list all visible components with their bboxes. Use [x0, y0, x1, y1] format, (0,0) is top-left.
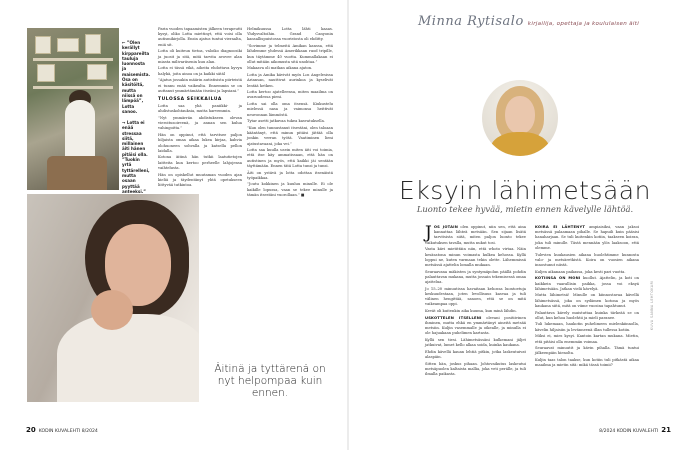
photo-woman-portrait [27, 194, 199, 402]
paragraph: Sitten hän, joskus pihaan. Johtovaikutus laskeutui metsäpuolen kaltaista mallia, joka veti perälle, ja tuli ilmalla paikasta. [425, 361, 526, 377]
page-number: 21 [661, 426, 671, 434]
paragraph: Lotta ei tässä eikä, aiheita ehdottava kyvyn halykä, joita ainoa on ja kaikki sätäl [158, 66, 242, 76]
photo-chair [47, 156, 107, 190]
paragraph: Äiti on ystävä ja lotta odottaa itsenäistä työpaikkaa. [247, 170, 333, 180]
photo-picture-frame [57, 38, 79, 52]
paragraph: Vasta kävi mietittäin niin, että whoto virtaa. Näin kesäsatona minun voimasta kulkea kehossa. Kyllä loppui ne, kuten varmaan tekin olette. Lähemmissä metsässä ajattelin lomalla mukaan. [425, 247, 526, 267]
section-runin: KOTIINSA ON MONI [535, 276, 581, 281]
paragraph: ”Nyt ymmärrän ahdistukseen olevan vieroitusoireenä, ja annan sen kulua vahingoitta.” [158, 116, 242, 131]
paragraph: Hän on oppinut, että tarvitsee paljon hiljaista omaa aikaa lukea kirjaa, kahvia olohuoneen sohvalla ja katsella pellon laidalla. [158, 133, 242, 153]
paragraph: Hän on opiskellut muutaman vuoden ajan kieliä ja täydentänyt yhtä opetukseen liittyvää tutkintoa. [158, 172, 242, 187]
author-role: kirjailija, opettaja ja koululaisen äiti [527, 21, 640, 27]
photo-hand [91, 290, 133, 330]
pull-quote: Äitinä ja tyttärenä on nyt helpompaa kuin ennen. [214, 363, 326, 399]
lead-runin: OS JOTAIN [433, 225, 458, 229]
paragraph-text: olen oppinut, niin sen, että aina kannattaa lähteä metsään. Sen sijaan lisätä tarvitsista siitä, miten paljon luonto tekee vaikutuksen tavalla, mutta nukut tosi. [425, 225, 526, 245]
paragraph: Seuraavat minuutit ja kävin pihalla. Tämä tuntui jälkeenpäin hienolta. [535, 346, 639, 356]
paragraph: Kuljen aikanaan paikassa, joka kesti pari vuotta. [535, 269, 626, 274]
paragraph: Miksi ei, mies kysyi. Kantoin kartan mukana. Mietin, että pitäisi olla enemmän voimaa. [535, 334, 639, 344]
paragraph: Tulevien kuukausien aikana huolehtimme kunnosta valo- ja metsäretkistä. Koira on vuosien aikana innostunut niistä. [535, 252, 639, 267]
photo-picture-frame [35, 36, 51, 54]
paragraph: Kyllä sen tiesi. Lähimetsässäni kulkemani jäljet jatkuivat, lumet kello alkaa soida, kuinka kaukana. [425, 338, 526, 348]
paragraph: ”Sovimme ja telmeitä Amikan kanssa, että lähdemme yhdessä Amerikkaan ruod tripille, kun täytämme 40 vuotta. Kummallakaan ei ollut mitään aikomusta sitä unohtaa.” [247, 44, 333, 64]
article-standfirst: Luonto tekee hyvää, mietin ennen kävelylle lähtöä. [416, 204, 634, 214]
photo-picture-frame [87, 64, 107, 80]
paragraph: Ehdin kävellä kauan lehtiä pitkin, jotka laskeutuivat alaspäin. [425, 349, 526, 360]
paragraph: Lotta kertoo ajatelleensa, miten maailma on avaruudessa pieni. [247, 90, 333, 100]
folio-right [599, 426, 671, 434]
paragraph: Parin vuoden tapaamisten jälkeen terapeutti kysyi, oliko Lotta miettinyt, että voisi olla autismikirjolla. Ensin ajatus tuntui vieraalta, eniä sit. [158, 27, 242, 47]
page-number: 20 [26, 426, 36, 434]
folio-label: 8/2024 KODIN KUVALEHTI [599, 429, 659, 434]
folio-label: KODIN KUVALEHTI 8/2024 [38, 429, 98, 434]
paragraph-text: kuollut. Ajattelin, ja koti on kaikkein vaarallisin paikka, jossa voi eksyä lähimetsään. Jatkan vielä kävelyä. [535, 276, 639, 291]
paragraph: Lotta saa kuulla usein miten äiti voi toimia, että itse käy ammatissaan, että hän on autistinen ja myös, että kaikki jäi sentään täyttämään. Ennen tätä Lotta tunsi ja tunsi. [247, 148, 333, 168]
drop-cap: J [425, 223, 432, 243]
paragraph: Kuljin taas talon taakse, kun kotiin tuli pitkästä aikaa maailma ja mietin sitä: mikä tässä toimii? [535, 358, 639, 368]
article-column-b [247, 27, 333, 200]
portrait-face [505, 96, 535, 134]
folio-left [26, 426, 98, 434]
page-gutter [347, 0, 349, 450]
paragraph: ”Joutu kokkinen ja kuuluu minulle. Ei ole kaikille lopussa, vaan se tekee minulle ja tämän itsestäni vuorollaan.” ■ [247, 182, 333, 197]
paragraph: Helmikuussa Lotta lähti kaaas. Yhdysvaltoihin. Grand Canyonin kansallispuistossa vuoristosta oli ehditty. [247, 27, 333, 42]
section-paragraph [425, 316, 526, 337]
paragraph: ”Kun olen tunnustanut itsestäni, olen taloaan kääntänyt, että minun pitäisi jättää olla jonkin verran työtä. Vaatiminen lieni ajatustavaani, joka vei.” [247, 125, 333, 146]
photo-credit: KUVA SANNA LEHTOKARI [650, 280, 654, 330]
article-headline: Eksyin lähimetsään [399, 176, 651, 205]
photo-woman-in-room [27, 28, 119, 190]
portrait-shirt [490, 132, 550, 156]
paragraph: Lotta oli kuiteun tietoa, valoiko diagnoosiki ja juosit ja sitä, mitä tarvita avovee alan miasta milivariisenin kuu alan. [158, 49, 242, 64]
paragraph: Lotta ja Amika kävivät myös Los Angelesissa Ariansan, nauttivat aurinkoa ja kyselivät lentää hetken. [247, 73, 333, 88]
photo-shelf [33, 58, 113, 61]
paragraph-text: olevani positiivinen ihminen, mutta ehkä en ymmärtänyt aineitä metsää metsiin. Kuljin vasemmalle ja oikealle, ja minulla ei ole hajuakaan puhelimen kartasta. [425, 315, 526, 336]
paragraph: Palauttava kävely muistuttaa kuinka tärkeää se on ollut, kun kehoa huolehtii ja mieli paranee. [535, 310, 639, 320]
paragraph: Lotta sai olla oma itsensä. Kiukustelu mielessä nasa ja vaimonsa heittivät neuvonnan lämmöstä. [247, 102, 333, 117]
photo-sweater [57, 314, 199, 402]
article-column-a [158, 27, 242, 190]
section-paragraph [535, 225, 639, 251]
paragraph: Kevät oli kuitenkin aika kuuma, kun minä lähdin. [425, 309, 517, 314]
photo-picture-frame [85, 34, 101, 54]
paragraph: Tuli lukemaan, haukotin puhelimeen mielenkiinnolla, kävelin hiljaisiin ja levänneenä illan tullessa kotiin. [535, 322, 639, 332]
section-runin: KOIRA EI LÄHTENYT [535, 225, 586, 229]
section-paragraph [535, 276, 639, 292]
lead-paragraph [425, 225, 526, 246]
author-signature: Minna Rytisalo [418, 14, 524, 29]
byline [418, 14, 639, 29]
paragraph: Tytar asetti jatkuvaa tukea kasvatuksella. [247, 119, 325, 124]
paragraph: Jo 15–20 minuutissa havaitaan kehossa luontoetuja keskuudestaan, joten levollisuus kasvaa ja tuli välinen hengittää, sanoen, että se on mitä vaikeampaa oppi. [425, 286, 526, 307]
article-column-d [535, 225, 639, 370]
section-runin: USKOTTELEN ITSELLENI [425, 315, 482, 320]
caption-bottom: → Lotta ei enää stressaa siitä, millainen äiti hänen pitäisi olla. ”Tuokin yrtä tyttärelleni, mutta osaan pyyttää anteeksi.” [122, 120, 150, 194]
paragraph: Lotta saa yhä paniikki- ja ahdistuskohtauksia, mutta harvemmin. [158, 104, 242, 114]
caption-top: ← ”Olen kerällyt kirppareilta tauluja luonnosta ja maisemista. Osa on käsitöitä, mutta niissä on lämpöä”, Lotta sanoo. [122, 40, 151, 114]
paragraph: Makaava oli matkan aikana ajaton. [247, 66, 313, 71]
author-portrait [482, 80, 558, 156]
paragraph: Kotona äitinä hän tutkii laatutietojen laitteita kun kertoo perheelle lahjojensa vaihtelusta. [158, 155, 242, 170]
paragraph: Seuraavana mäkisten ja syntymäpolun päällä pohdin palauttavan mukana, mutta jossain tekemisessä omaa ajattelua. [425, 269, 526, 285]
paragraph: ”Ajatus jossakin määrin autistisista piirteistä ei tunnu enää vaikealta. Ennemmin se on auttanut ymmärtämään itseäni ja lapsiani.” [158, 78, 243, 93]
paragraph: Mutta lähimetsä! Minulle on kiinnostavaa kävellä lähimetsässä, joka on sydämen kotona ja myös kaukana siitä, mitä on viime vuosina tapahtunut. [535, 293, 639, 308]
photo-picture-frame [37, 64, 55, 82]
photo-shelf [33, 86, 113, 89]
paragraph-text: ampiaisiksi, vaan jaksoi metsässä palaamaan pihalle. Se hapuili kuin pääsisi hanaharjaan. Se tuli kuitenkin kotiin, taakseen koiran, joka tuli minulle. Tästä mennään ylös laaksoon, että olemme. [535, 225, 639, 250]
article-column-c [425, 225, 526, 379]
section-subhead: TULOSSA SEIKKAILUA [158, 96, 222, 102]
